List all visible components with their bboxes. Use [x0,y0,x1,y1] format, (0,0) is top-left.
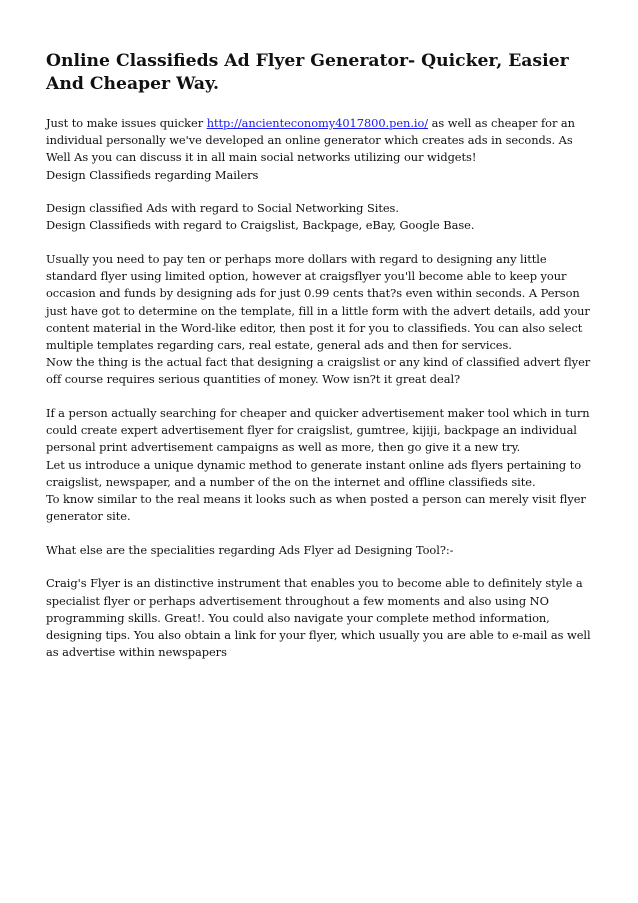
paragraph-pricing [46,251,598,389]
introduce-text-2: Let us introduce a unique dynamic method to generate instant online ads flyers pertaining to craigslist, newspaper, and a number of the on the internet and offline classifieds site. [46,457,582,489]
document-title: Online Classifieds Ad Flyer Generator- Quicker, Easier And Cheaper Way. [46,51,569,94]
ancienteconomy-link[interactable]: http://ancienteconomy4017800.pen.io/ [206,116,429,130]
paragraph-intro [46,115,598,184]
paragraph-craigs-flyer: Craig's Flyer is an distinctive instrument that enables you to become able to definitely style a specialist flyer or perhaps advertisement throughout a few moments and also using NO programming skills. Great!. You could also navigate your complete method information, designing tips. You also obtain a link for your flyer, which usually you are able to e-mail as well as advertise within newspapers [46,576,591,660]
paragraph-design-list [46,200,598,234]
pricing-text: Usually you need to pay ten or perhaps more dollars with regard to designing any little standard flyer using limited option, however at craigsflyer you'll become able to keep your occasion and funds by designing ads for just 0.99 cents that?s even within seconds. A Person just have got to determine on the template, fill in a little form with the advert details, add your content material in the Word-like editor, then post it for you to classifieds. You can also select multiple templates regarding cars, real estate, general ads and then for services. [46,252,590,353]
intro-mailers-line: Design Classifieds regarding Mailers [46,167,259,182]
design-craigslist-line: Design Classifieds with regard to Craigslist, Backpage, eBay, Google Base. [46,218,475,233]
intro-text-after-link: as well as cheaper for an individual personally we've developed an online generator which creates ads in seconds. As Well As you can discuss it in all main social networks utilizing our widgets! [46,116,575,165]
design-social-line: Design classified Ads with regard to Social Networking Sites. [46,201,399,216]
introduce-text-3: To know similar to the real means it looks such as when posted a person can merely visit flyer generator site. [46,492,586,524]
paragraph-introduce [46,405,598,525]
intro-text-before-link: Just to make issues quicker [46,116,207,130]
introduce-text-1: If a person actually searching for cheaper and quicker advertisement maker tool which in turn could create expert advertisement flyer for craigslist, gumtree, kijiji, backpage an individual personal print advertisement campaigns as well as more, then go give it a new try. [46,406,590,455]
pricing-cost-text: Now the thing is the actual fact that designing a craigslist or any kind of classified advert flyer off course requires serious quantities of money. Wow isn?t it great deal? [46,355,591,387]
paragraph-specialities-heading: What else are the specialities regarding Ads Flyer ad Designing Tool?:- [46,542,454,557]
